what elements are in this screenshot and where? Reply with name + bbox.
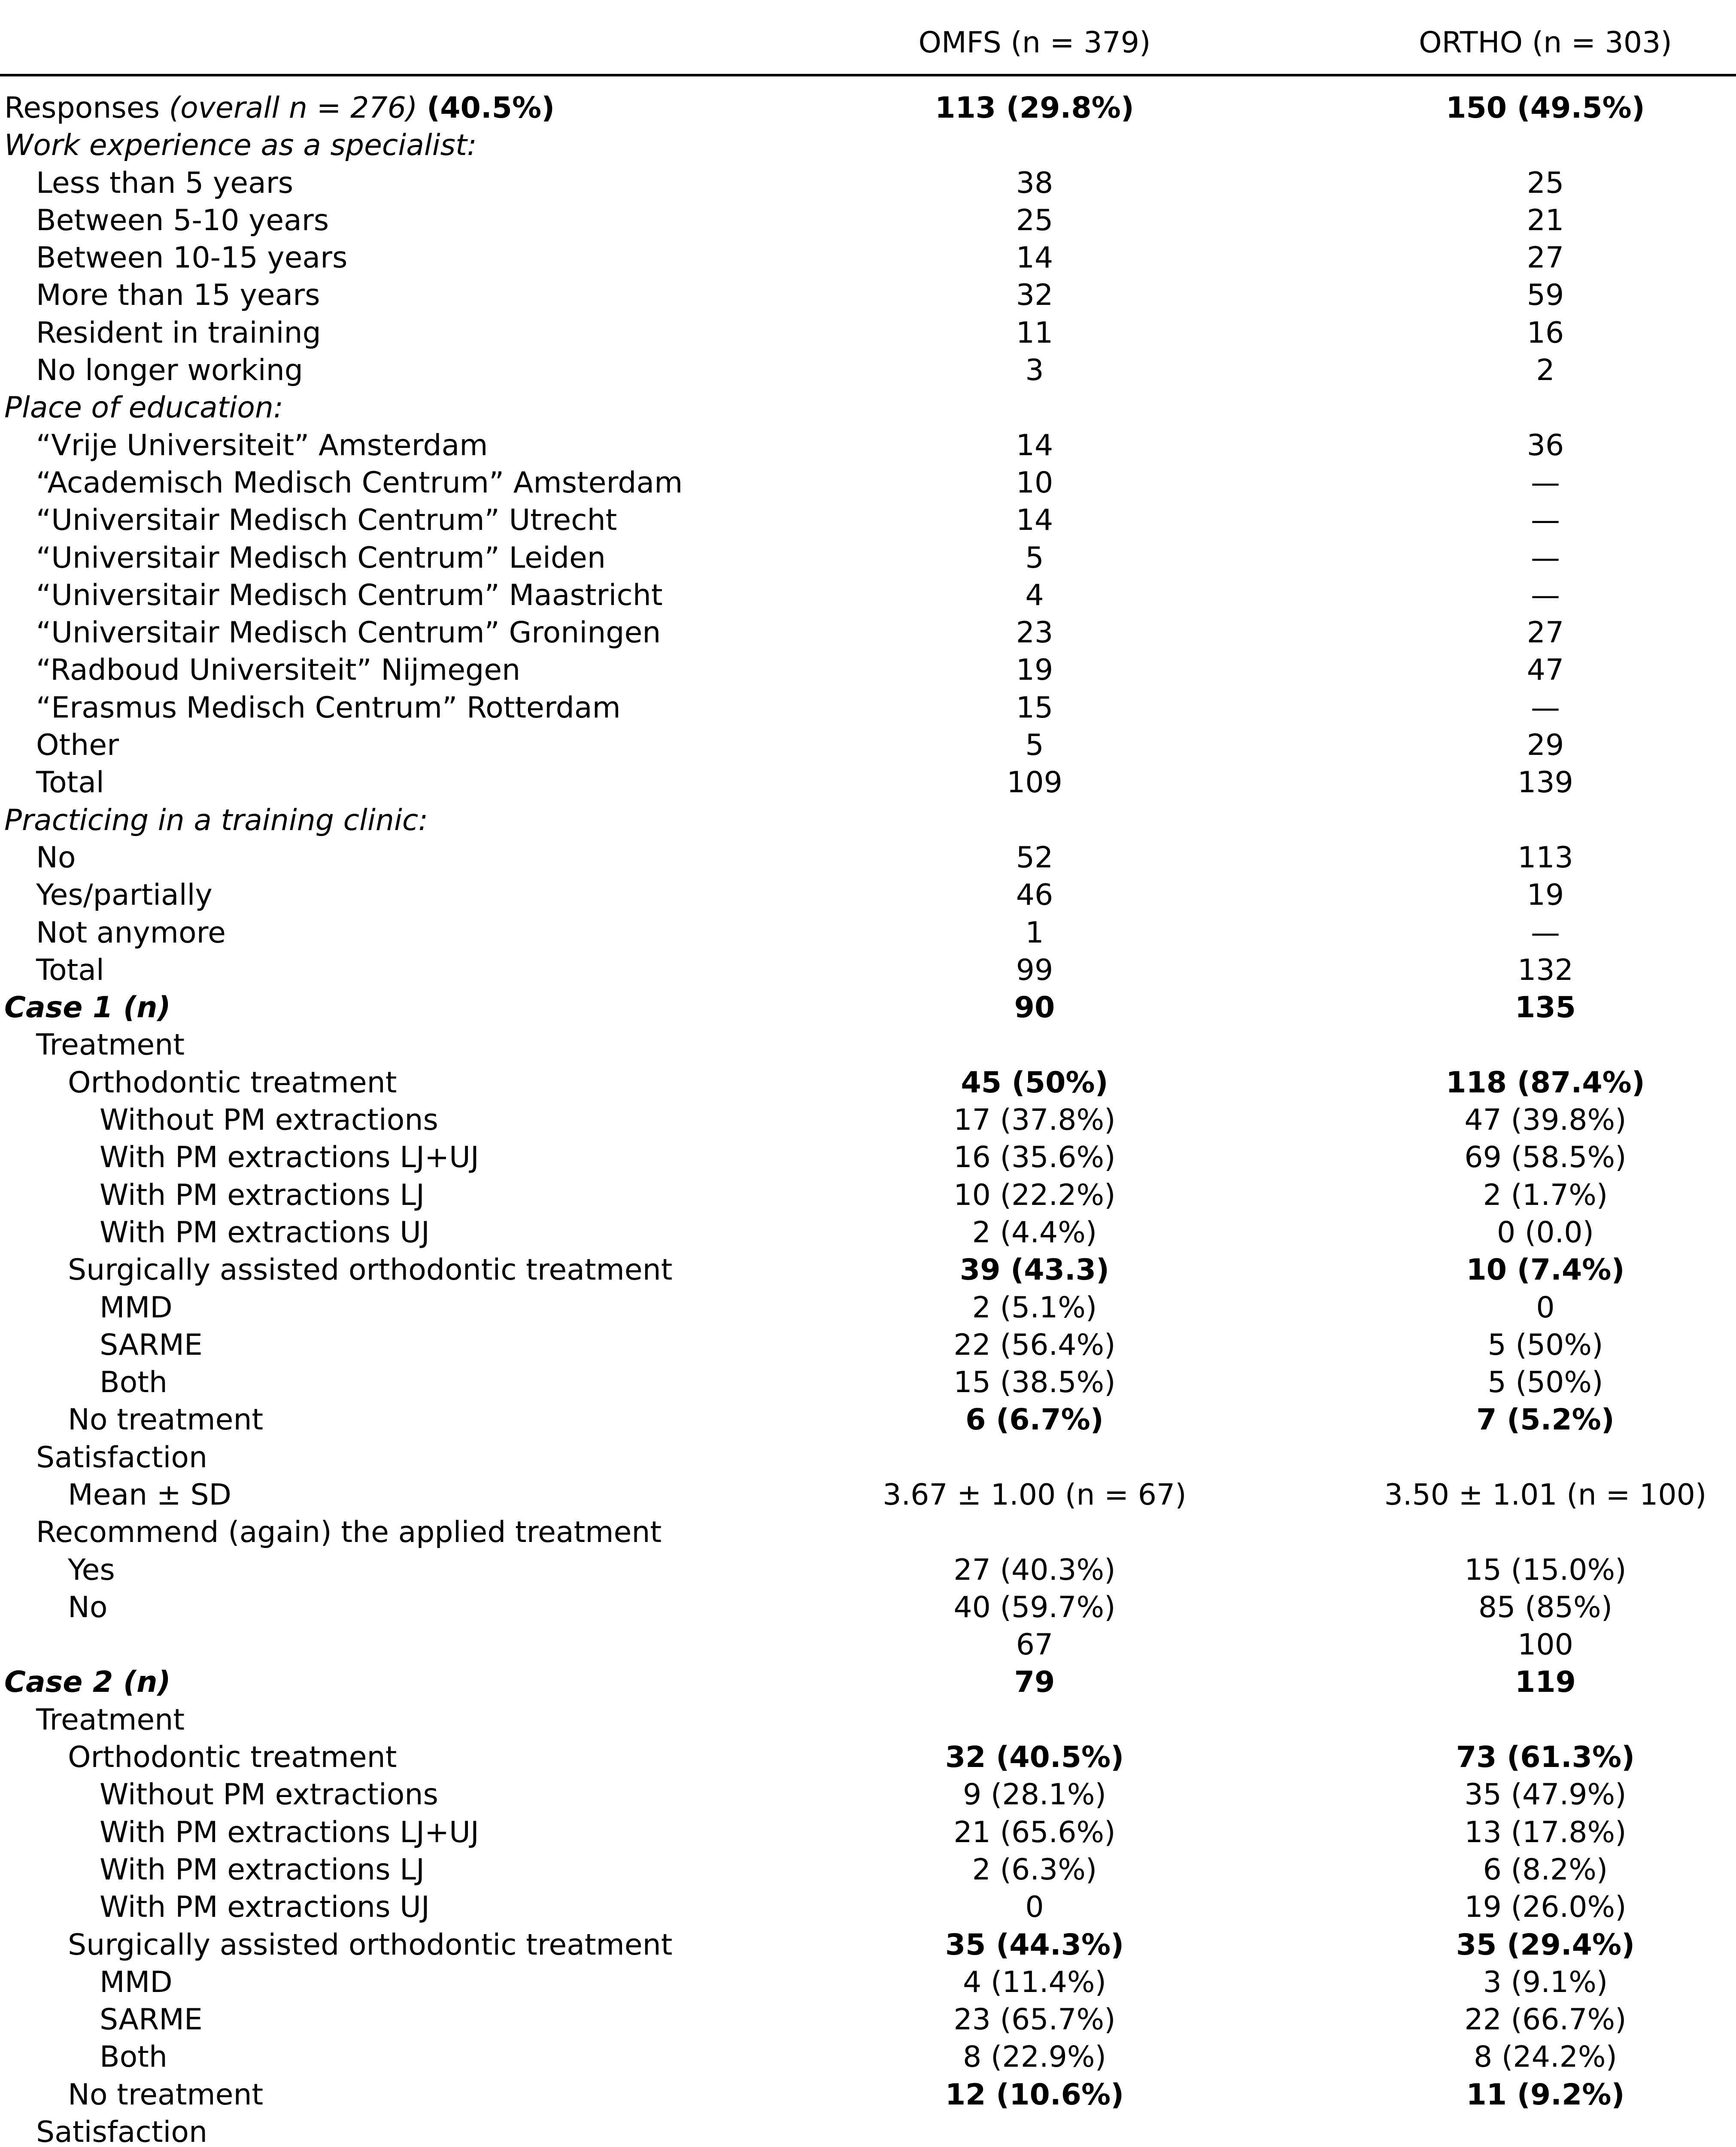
- row-label: Place of education:: [4, 391, 283, 425]
- table-row: [0, 689, 1736, 727]
- row-label: Satisfaction: [36, 2115, 208, 2147]
- table-row: [0, 651, 1736, 689]
- omfs-value: 4 (11.4%): [963, 1965, 1106, 1999]
- table-row: [0, 2114, 1736, 2147]
- row-label: No: [36, 840, 76, 875]
- ortho-value: 3 (9.1%): [1483, 1965, 1608, 1999]
- ortho-value: 119: [1515, 1665, 1576, 1700]
- ortho-value: 100: [1517, 1628, 1573, 1662]
- ortho-value: —: [1531, 915, 1560, 950]
- omfs-value: 10: [1016, 465, 1053, 500]
- row-label: Resident in training: [36, 316, 321, 350]
- table-row: [0, 1364, 1736, 1401]
- omfs-value: 5: [1025, 728, 1044, 763]
- ortho-value: —: [1531, 503, 1560, 538]
- ortho-value: 132: [1517, 953, 1573, 987]
- table-row: [0, 427, 1736, 464]
- omfs-value: 15 (38.5%): [953, 1365, 1116, 1400]
- omfs-value: 35 (44.3%): [945, 1928, 1124, 1962]
- row-label: SARME: [100, 1328, 203, 1362]
- row-label: Case 2 (n): [4, 1665, 171, 1700]
- omfs-value: 109: [1007, 766, 1062, 800]
- row-label: “Erasmus Medisch Centrum” Rotterdam: [36, 690, 621, 725]
- row-label: “Universitair Medisch Centrum” Leiden: [36, 541, 606, 575]
- ortho-value: —: [1531, 541, 1560, 575]
- column-header-omfs: OMFS (n = 379): [918, 26, 1151, 60]
- row-label: Yes: [68, 1553, 115, 1587]
- ortho-value: 73 (61.3%): [1456, 1740, 1635, 1775]
- row-label: No longer working: [36, 353, 303, 388]
- ortho-value: 0: [1536, 1290, 1555, 1325]
- table-row: [0, 1026, 1736, 1064]
- ortho-value: 135: [1515, 991, 1576, 1025]
- ortho-value: 5 (50%): [1487, 1328, 1603, 1362]
- table-row: [0, 1401, 1736, 1438]
- table-row: [0, 1439, 1736, 1476]
- ortho-value: 10 (7.4%): [1466, 1253, 1625, 1287]
- ortho-value: 47 (39.8%): [1464, 1103, 1627, 1137]
- table-row: [0, 1663, 1736, 1701]
- row-label: With PM extractions LJ: [100, 1178, 425, 1212]
- row-label: Between 10-15 years: [36, 241, 348, 275]
- table-row: [0, 764, 1736, 801]
- table-row: [0, 1551, 1736, 1589]
- table-row: [0, 1177, 1736, 1214]
- row-label: Without PM extractions: [100, 1778, 438, 1812]
- row-label: Satisfaction: [36, 1440, 208, 1475]
- table-row: [0, 2076, 1736, 2114]
- table-row: [0, 502, 1736, 539]
- row-label: No: [68, 1590, 108, 1624]
- ortho-value: 25: [1527, 166, 1564, 200]
- omfs-value: 2 (6.3%): [972, 1852, 1097, 1887]
- ortho-value: 29: [1527, 728, 1564, 763]
- ortho-value: 11 (9.2%): [1466, 2077, 1625, 2112]
- table-row: [0, 1476, 1736, 1514]
- ortho-value: 35 (47.9%): [1464, 1778, 1627, 1812]
- omfs-value: 40 (59.7%): [953, 1590, 1116, 1624]
- omfs-value: 17 (37.8%): [953, 1103, 1116, 1137]
- table-row: [0, 839, 1736, 876]
- omfs-value: 52: [1016, 840, 1053, 875]
- omfs-value: 1: [1025, 915, 1044, 950]
- row-label: With PM extractions UJ: [100, 1890, 430, 1925]
- omfs-value: 46: [1016, 878, 1053, 912]
- ortho-value: 35 (29.4%): [1456, 1928, 1635, 1962]
- table-row: [0, 1064, 1736, 1101]
- table-row: [0, 1514, 1736, 1551]
- row-label: Treatment: [36, 1028, 185, 1062]
- ortho-value: 69 (58.5%): [1464, 1140, 1627, 1175]
- omfs-value: 45 (50%): [961, 1065, 1108, 1100]
- omfs-value: 15: [1016, 690, 1053, 725]
- ortho-value: 21: [1527, 203, 1564, 237]
- table-row: [0, 577, 1736, 614]
- table-row: [0, 1814, 1736, 1851]
- ortho-value: 19 (26.0%): [1464, 1890, 1627, 1925]
- table-row: [0, 2001, 1736, 2038]
- ortho-value: —: [1531, 690, 1560, 725]
- ortho-value: 8 (24.2%): [1474, 2040, 1617, 2074]
- row-label: “Academisch Medisch Centrum” Amsterdam: [36, 465, 683, 500]
- table-row: [0, 1626, 1736, 1663]
- row-label: No treatment: [68, 1403, 264, 1437]
- table-row: [0, 1251, 1736, 1289]
- table-row: [0, 1589, 1736, 1626]
- ortho-value: 27: [1527, 241, 1564, 275]
- row-label: Orthodontic treatment: [68, 1740, 397, 1775]
- ortho-value: 27: [1527, 616, 1564, 650]
- omfs-value: 3: [1025, 353, 1044, 388]
- header-rule: [0, 74, 1736, 76]
- omfs-value: 21 (65.6%): [953, 1815, 1116, 1849]
- omfs-value: 38: [1016, 166, 1053, 200]
- omfs-value: 23 (65.7%): [953, 2003, 1116, 2037]
- ortho-value: 59: [1527, 278, 1564, 313]
- row-label: SARME: [100, 2003, 203, 2037]
- omfs-value: 16 (35.6%): [953, 1140, 1116, 1175]
- table-row: [0, 239, 1736, 277]
- row-label: Orthodontic treatment: [68, 1065, 397, 1100]
- table-row: [0, 164, 1736, 202]
- omfs-value: 79: [1014, 1665, 1055, 1700]
- omfs-value: 99: [1016, 953, 1053, 987]
- ortho-value: 22 (66.7%): [1464, 2003, 1627, 2037]
- row-label: MMD: [100, 1290, 173, 1325]
- omfs-value: 14: [1016, 241, 1053, 275]
- omfs-value: 2 (5.1%): [972, 1290, 1097, 1325]
- row-label: “Universitair Medisch Centrum” Maastricht: [36, 578, 663, 612]
- table-row: [0, 1326, 1736, 1364]
- omfs-value: 14: [1016, 428, 1053, 462]
- row-label: Between 5-10 years: [36, 203, 329, 237]
- ortho-value: 5 (50%): [1487, 1365, 1603, 1400]
- omfs-value: 23: [1016, 616, 1053, 650]
- table-row: [0, 727, 1736, 764]
- row-label: Recommend (again) the applied treatment: [36, 1515, 662, 1550]
- ortho-value: 36: [1527, 428, 1564, 462]
- table-body: [0, 89, 1736, 2147]
- ortho-value: 139: [1517, 766, 1573, 800]
- omfs-value: 9 (28.1%): [963, 1778, 1106, 1812]
- table-row: [0, 1101, 1736, 1139]
- row-label: Less than 5 years: [36, 166, 294, 200]
- ortho-value: 3.50 ± 1.01 (n = 100): [1384, 1478, 1707, 1512]
- row-label: Other: [36, 728, 119, 763]
- row-label: Case 1 (n): [4, 991, 171, 1025]
- table-row: [0, 1889, 1736, 1926]
- omfs-value: 11: [1016, 316, 1053, 350]
- table-row: [0, 539, 1736, 577]
- ortho-value: 85 (85%): [1478, 1590, 1613, 1624]
- row-label: “Universitair Medisch Centrum” Groningen: [36, 616, 661, 650]
- table-row: [0, 876, 1736, 914]
- omfs-value: 39 (43.3): [959, 1253, 1110, 1287]
- row-label: Practicing in a training clinic:: [4, 803, 428, 837]
- omfs-value: 8 (22.9%): [963, 2040, 1106, 2074]
- ortho-value: 6 (8.2%): [1483, 1852, 1608, 1887]
- omfs-value: 3.67 ± 1.00 (n = 67): [883, 1478, 1187, 1512]
- ortho-value: 19: [1527, 878, 1564, 912]
- table-row: [0, 802, 1736, 839]
- column-header-ortho: ORTHO (n = 303): [1419, 26, 1672, 60]
- row-label: Surgically assisted orthodontic treatment: [68, 1253, 673, 1287]
- omfs-value: 19: [1016, 653, 1053, 687]
- table-row: [0, 989, 1736, 1026]
- row-label: Both: [100, 2040, 168, 2074]
- omfs-value: 22 (56.4%): [953, 1328, 1116, 1362]
- table-row: [0, 2038, 1736, 2076]
- ortho-value: 13 (17.8%): [1464, 1815, 1627, 1849]
- row-label: “Vrije Universiteit” Amsterdam: [36, 428, 488, 462]
- ortho-value: 15 (15.0%): [1464, 1553, 1627, 1587]
- omfs-value: 90: [1014, 991, 1055, 1025]
- ortho-value: 2: [1536, 353, 1555, 388]
- row-label: Without PM extractions: [100, 1103, 438, 1137]
- row-label: Not anymore: [36, 915, 226, 950]
- table-row: [0, 914, 1736, 952]
- table-row: [0, 1139, 1736, 1176]
- row-label: MMD: [100, 1965, 173, 1999]
- omfs-value: 32 (40.5%): [945, 1740, 1124, 1775]
- ortho-value: —: [1531, 465, 1560, 500]
- omfs-value: 27 (40.3%): [953, 1553, 1116, 1587]
- row-label: Work experience as a specialist:: [4, 128, 477, 163]
- omfs-value: 6 (6.7%): [965, 1403, 1104, 1437]
- row-label: Total: [36, 953, 104, 987]
- table-row: [0, 1214, 1736, 1251]
- table-row: [0, 127, 1736, 164]
- omfs-value: 10 (22.2%): [953, 1178, 1116, 1212]
- row-label: With PM extractions LJ: [100, 1852, 425, 1887]
- row-label: Yes/partially: [36, 878, 212, 912]
- table-row: [0, 1739, 1736, 1776]
- table-row: [0, 202, 1736, 239]
- omfs-value: 14: [1016, 503, 1053, 538]
- table-row: [0, 277, 1736, 314]
- ortho-value: 150 (49.5%): [1446, 91, 1645, 125]
- table-row: [0, 1851, 1736, 1889]
- omfs-value: 113 (29.8%): [935, 91, 1134, 125]
- table-header: [0, 0, 1736, 76]
- table-row: [0, 389, 1736, 426]
- ortho-value: —: [1531, 578, 1560, 612]
- row-label: Mean ± SD: [68, 1478, 232, 1512]
- ortho-value: 47: [1527, 653, 1564, 687]
- table-row: [0, 352, 1736, 389]
- ortho-value: 16: [1527, 316, 1564, 350]
- row-label: With PM extractions LJ+UJ: [100, 1140, 479, 1175]
- table-row: [0, 1926, 1736, 1964]
- omfs-value: 5: [1025, 541, 1044, 575]
- row-label: No treatment: [68, 2077, 264, 2112]
- row-label: Total: [36, 766, 104, 800]
- ortho-value: 118 (87.4%): [1446, 1065, 1645, 1100]
- table-row: [0, 1776, 1736, 1813]
- row-label: Treatment: [36, 1703, 185, 1737]
- ortho-value: 7 (5.2%): [1476, 1403, 1615, 1437]
- table-row: [0, 952, 1736, 989]
- table-row: [0, 1964, 1736, 2001]
- table-row: [0, 1289, 1736, 1326]
- ortho-value: 113: [1517, 840, 1573, 875]
- row-label: Both: [100, 1365, 168, 1400]
- omfs-value: 25: [1016, 203, 1053, 237]
- ortho-value: 2 (1.7%): [1483, 1178, 1608, 1212]
- row-label: With PM extractions LJ+UJ: [100, 1815, 479, 1849]
- row-label: “Universitair Medisch Centrum” Utrecht: [36, 503, 617, 538]
- row-label: “Radboud Universiteit” Nijmegen: [36, 653, 521, 687]
- omfs-value: 2 (4.4%): [972, 1215, 1097, 1250]
- table-row: [0, 1701, 1736, 1739]
- table-row: [0, 614, 1736, 651]
- row-label: More than 15 years: [36, 278, 320, 313]
- table-row: [0, 314, 1736, 352]
- table-row: [0, 464, 1736, 502]
- row-label: With PM extractions UJ: [100, 1215, 430, 1250]
- omfs-value: 4: [1025, 578, 1044, 612]
- ortho-value: 0 (0.0): [1496, 1215, 1594, 1250]
- table-row: [0, 89, 1736, 127]
- row-label: Surgically assisted orthodontic treatment: [68, 1928, 673, 1962]
- row-label: Responses (overall n = 276) (40.5%): [4, 91, 555, 125]
- omfs-value: 12 (10.6%): [945, 2077, 1124, 2112]
- omfs-value: 32: [1016, 278, 1053, 313]
- omfs-value: 67: [1016, 1628, 1053, 1662]
- omfs-value: 0: [1025, 1890, 1044, 1925]
